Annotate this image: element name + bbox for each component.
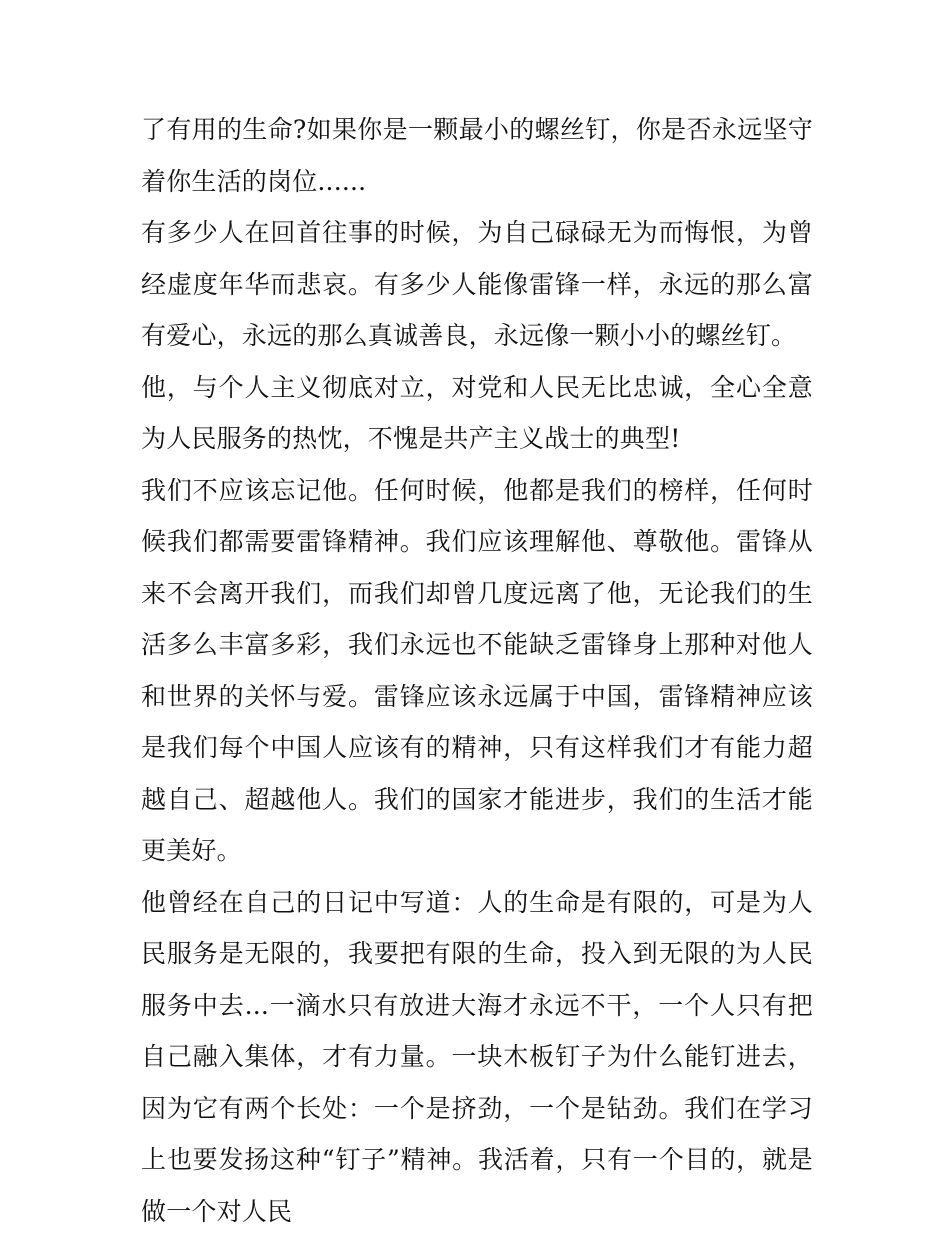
paragraph-4: 我们不应该忘记他。任何时候，他都是我们的榜样，任何时候我们都需要雷锋精神。我们应该理解他、尊敬他。雷锋从来不会离开我们，而我们却曾几度远离了他，无论我们的生活多么丰富多彩，我们永远也不能缺乏雷锋身上那种对他人和世界的关怀与爱。雷锋应该永远属于中国，雷锋精神应该是我们每个中国人应该有的精神，只有这样我们才有能力超越自己、超越他人。我们的国家才能进步，我们的生活才能更美好。 [141,465,813,877]
document-body [141,104,813,1237]
paragraph-2: 有多少人在回首往事的时候，为自己碌碌无为而悔恨，为曾经虚度年华而悲哀。有多少人能像雷锋一样，永远的那么富有爱心，永远的那么真诚善良，永远像一颗小小的螺丝钉。 [141,207,813,362]
paragraph-3: 他，与个人主义彻底对立，对党和人民无比忠诚，全心全意为人民服务的热忱，不愧是共产主义战士的典型! [141,362,813,465]
paragraph-1: 了有用的生命?如果你是一颗最小的螺丝钉，你是否永远坚守着你生活的岗位...... [141,104,813,207]
paragraph-5: 他曾经在自己的日记中写道：人的生命是有限的，可是为人民服务是无限的，我要把有限的生命，投入到无限的为人民服务中去...一滴水只有放进大海才永远不干，一个人只有把自己融入集体，才有力量。一块木板钉子为什么能钉进去，因为它有两个长处：一个是挤劲，一个是钻劲。我们在学习上也要发扬这种“钉子”精神。我活着，只有一个目的，就是做一个对人民 [141,877,813,1237]
